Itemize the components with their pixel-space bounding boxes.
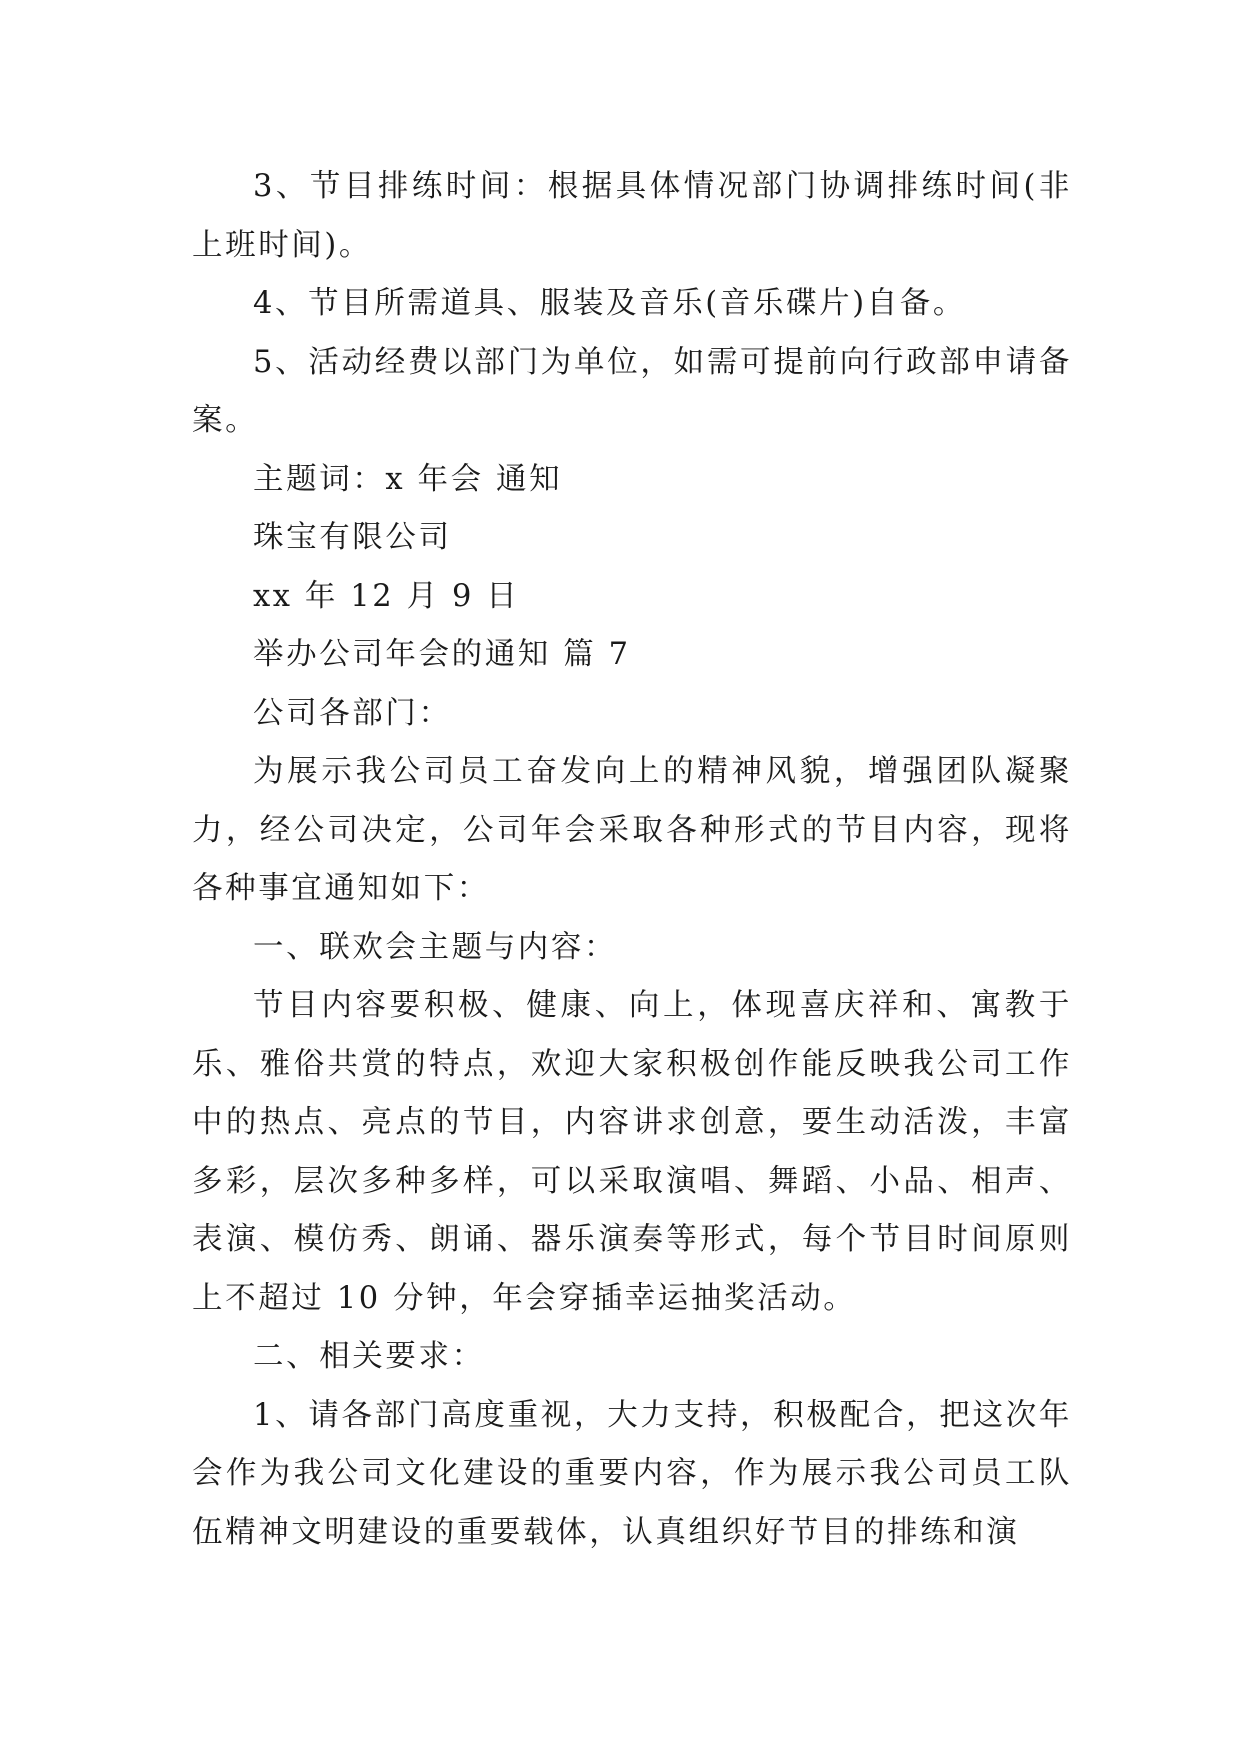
document-body: [192, 158, 1072, 1562]
paragraph-program-content: 节目内容要积极、健康、向上，体现喜庆祥和、寓教于乐、雅俗共赏的特点，欢迎大家积极创作能反映我公司工作中的热点、亮点的节目，内容讲求创意，要生动活泼，丰富多彩，层次多种多样，可以采取演唱、舞蹈、小品、相声、表演、模仿秀、朗诵、器乐演奏等形式，每个节目时间原则上不超过 10 分钟，年会穿插幸运抽奖活动。: [192, 988, 1072, 1316]
heading-requirements: 二、相关要求：: [253, 1339, 485, 1374]
paragraph-addressee: 公司各部门：: [253, 695, 452, 731]
paragraph-budget: 5、活动经费以部门为单位，如需可提前向行政部申请备案。: [192, 344, 1072, 438]
paragraph-requirement-1: 1、请各部门高度重视，大力支持，积极配合，把这次年会作为我公司文化建设的重要内容，作为展示我公司员工队伍精神文明建设的重要载体，认真组织好节目的排练和演: [192, 1397, 1072, 1550]
paragraph-company-name: 珠宝有限公司: [253, 520, 452, 555]
paragraph-intro: 为展示我公司员工奋发向上的精神风貌，增强团队凝聚力，经公司决定，公司年会采取各种形式的节目内容，现将各种事宜通知如下：: [192, 754, 1072, 906]
heading-theme-content: 一、联欢会主题与内容：: [253, 929, 618, 965]
paragraph-keywords: 主题词：x 年会 通知: [253, 461, 563, 497]
paragraph-rehearsal-time: 3、节目排练时间：根据具体情况部门协调排练时间(非上班时间)。: [192, 169, 1072, 263]
section-title: 举办公司年会的通知 篇 7: [253, 637, 631, 672]
paragraph-props-costumes: 4、节目所需道具、服装及音乐(音乐碟片)自备。: [253, 286, 967, 321]
paragraph-date: xx 年 12 月 9 日: [253, 578, 520, 614]
